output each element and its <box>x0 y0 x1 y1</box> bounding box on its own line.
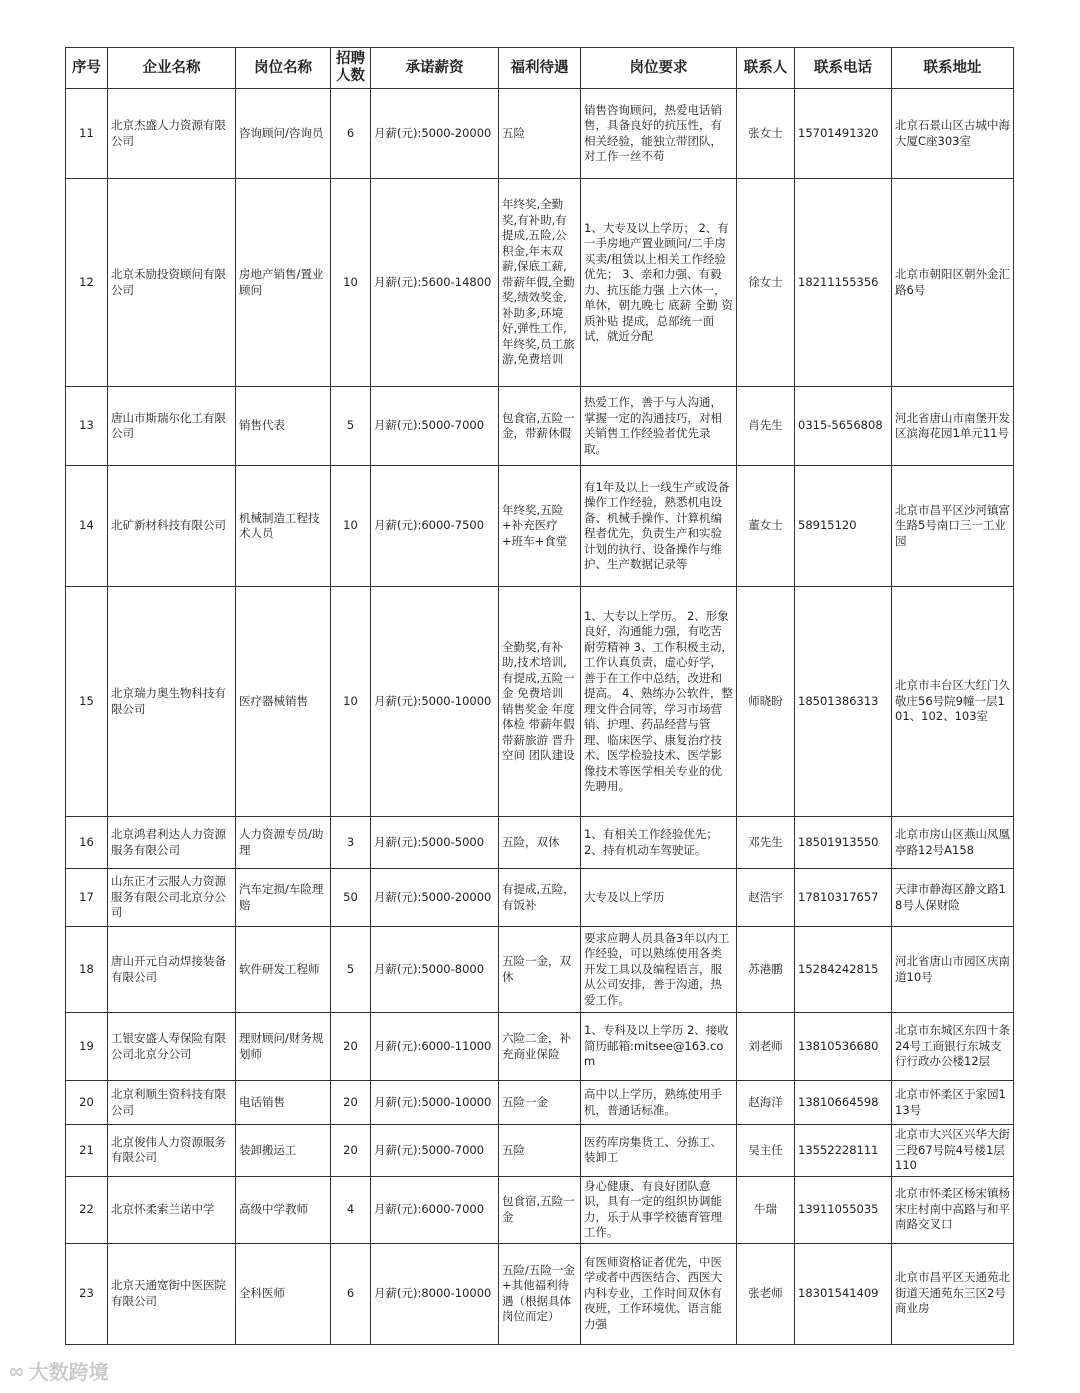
header-salary: 承诺薪资 <box>371 48 499 89</box>
cell-contact: 苏港鹏 <box>737 927 795 1013</box>
cell-position: 汽车定损/车险理赔 <box>236 869 331 927</box>
cell-welfare: 包食宿,五险一金 <box>499 1176 581 1243</box>
table-header-row <box>66 48 1014 89</box>
cell-requirements: 1、专科及以上学历 2、接收简历邮箱:mitsee@163.com <box>581 1013 737 1081</box>
cell-position: 房地产销售/置业顾问 <box>236 179 331 387</box>
cell-address: 北京市怀柔区杨宋镇杨宋庄村南中高路与和平南路交叉口 <box>892 1176 1014 1243</box>
cell-count: 5 <box>331 387 371 466</box>
cell-requirements: 医药库房集货工、分拣工、装卸工 <box>581 1125 737 1177</box>
cell-contact: 张老师 <box>737 1243 795 1344</box>
cell-count: 6 <box>331 1243 371 1344</box>
cell-address: 北京市东城区东四十条24号工商银行东城支行行政办公楼12层 <box>892 1013 1014 1081</box>
cell-requirements: 有医师资格证者优先，中医学或者中西医结合、西医大内科专业，工作时间双休有夜班，工作环境优、语言能力强 <box>581 1243 737 1344</box>
cell-company: 北京俊伟人力资源服务有限公司 <box>108 1125 236 1177</box>
cell-address: 北京市大兴区兴华大街三段67号院4号楼1层110 <box>892 1125 1014 1177</box>
cell-welfare: 五险，双休 <box>499 817 581 869</box>
cell-no: 11 <box>66 89 108 179</box>
header-count: 招聘人数 <box>331 48 371 89</box>
cell-no: 18 <box>66 927 108 1013</box>
cell-position: 软件研发工程师 <box>236 927 331 1013</box>
cell-phone: 18211155356 <box>795 179 892 387</box>
cell-welfare: 年终奖,五险+补充医疗+班车+食堂 <box>499 466 581 587</box>
cell-address: 河北省唐山市南堡开发区滨海花园1单元11号 <box>892 387 1014 466</box>
table-row <box>66 179 1014 387</box>
cell-salary: 月薪(元):6000-11000 <box>371 1013 499 1081</box>
cell-welfare: 五险一金，双休 <box>499 927 581 1013</box>
cell-address: 北京市丰台区大红门久敬庄56号院9幢一层101、102、103室 <box>892 587 1014 817</box>
cell-requirements: 大专及以上学历 <box>581 869 737 927</box>
table-row <box>66 817 1014 869</box>
cell-position: 电话销售 <box>236 1081 331 1125</box>
cell-position: 装卸搬运工 <box>236 1125 331 1177</box>
cell-count: 10 <box>331 179 371 387</box>
cell-company: 山东正才云服人力资源服务有限公司北京分公司 <box>108 869 236 927</box>
cell-company: 北京瑞力奥生物科技有限公司 <box>108 587 236 817</box>
cell-salary: 月薪(元):5000-8000 <box>371 927 499 1013</box>
table-row <box>66 1176 1014 1243</box>
cell-contact: 肖先生 <box>737 387 795 466</box>
cell-no: 14 <box>66 466 108 587</box>
cell-phone: 18501913550 <box>795 817 892 869</box>
cell-count: 10 <box>331 587 371 817</box>
table-row <box>66 587 1014 817</box>
cell-count: 20 <box>331 1013 371 1081</box>
cell-contact: 赵海洋 <box>737 1081 795 1125</box>
cell-address: 北京市昌平区天通苑北街道天通苑东三区2号商业房 <box>892 1243 1014 1344</box>
cell-contact: 刘老师 <box>737 1013 795 1081</box>
cell-count: 20 <box>331 1081 371 1125</box>
cell-position: 医疗器械销售 <box>236 587 331 817</box>
cell-position: 人力资源专员/助理 <box>236 817 331 869</box>
table-row <box>66 869 1014 927</box>
infinity-logo-icon: ∞ <box>8 1358 23 1383</box>
cell-address: 河北省唐山市园区庆南道10号 <box>892 927 1014 1013</box>
cell-requirements: 销售咨询顾问，热爱电话销售，具备良好的抗压性，有相关经验，能独立带团队，对工作一丝不苟 <box>581 89 737 179</box>
cell-no: 16 <box>66 817 108 869</box>
cell-no: 15 <box>66 587 108 817</box>
cell-salary: 月薪(元):5000-7000 <box>371 387 499 466</box>
cell-no: 21 <box>66 1125 108 1177</box>
cell-count: 6 <box>331 89 371 179</box>
cell-no: 23 <box>66 1243 108 1344</box>
cell-phone: 17810317657 <box>795 869 892 927</box>
table-row <box>66 1125 1014 1177</box>
cell-company: 北矿新材科技有限公司 <box>108 466 236 587</box>
cell-phone: 0315-5656808 <box>795 387 892 466</box>
cell-requirements: 1、大专及以上学历； 2、有一手房地产置业顾问/二手房买卖/租赁以上相关工作经验优先； 3、亲和力强、有毅力、抗压能力强 上六休一，单休，朝九晚七 底薪 全勤 资质补贴 提成，总部统一面试，就近分配 <box>581 179 737 387</box>
cell-count: 10 <box>331 466 371 587</box>
header-phone: 联系电话 <box>795 48 892 89</box>
header-position: 岗位名称 <box>236 48 331 89</box>
watermark-text: 大数跨境 <box>28 1360 109 1384</box>
cell-position: 高级中学教师 <box>236 1176 331 1243</box>
cell-position: 销售代表 <box>236 387 331 466</box>
cell-welfare: 全勤奖,有补助,技术培训,有提成,五险一金 免费培训 销售奖金 年度体检 带薪年假 带薪旅游 晋升空间 团队建设 <box>499 587 581 817</box>
cell-contact: 牛瑞 <box>737 1176 795 1243</box>
cell-salary: 月薪(元):5000-20000 <box>371 89 499 179</box>
header-no: 序号 <box>66 48 108 89</box>
cell-phone: 58915120 <box>795 466 892 587</box>
cell-contact: 张女士 <box>737 89 795 179</box>
cell-contact: 吴主任 <box>737 1125 795 1177</box>
cell-welfare: 五险一金 <box>499 1081 581 1125</box>
cell-address: 北京石景山区古城中海大厦C座303室 <box>892 89 1014 179</box>
cell-company: 北京天通宽街中医医院有限公司 <box>108 1243 236 1344</box>
cell-salary: 月薪(元):5600-14800 <box>371 179 499 387</box>
header-address: 联系地址 <box>892 48 1014 89</box>
cell-salary: 月薪(元):8000-10000 <box>371 1243 499 1344</box>
cell-phone: 15284242815 <box>795 927 892 1013</box>
job-listing-table <box>65 47 1014 1345</box>
cell-salary: 月薪(元):5000-10000 <box>371 1081 499 1125</box>
cell-no: 19 <box>66 1013 108 1081</box>
cell-phone: 18501386313 <box>795 587 892 817</box>
cell-requirements: 热爱工作，善于与人沟通，掌握一定的沟通技巧，对相关销售工作经验者优先录取。 <box>581 387 737 466</box>
cell-contact: 董女士 <box>737 466 795 587</box>
cell-welfare: 五险 <box>499 1125 581 1177</box>
cell-requirements: 高中以上学历，熟练使用手机，普通话标准。 <box>581 1081 737 1125</box>
cell-requirements: 1、大专以上学历。 2、形象良好，沟通能力强，有吃苦耐劳精神 3、工作积极主动，工作认真负责，虚心好学，善于在工作中总结，改进和提高。 4、熟练办公软件，整理文件合同等，学习市场营销、护理、药品经营与管理、临床医学、康复治疗技术、医学检验技术、医学影像技术等医学相关专业的优先聘用。 <box>581 587 737 817</box>
cell-count: 5 <box>331 927 371 1013</box>
cell-contact: 徐女士 <box>737 179 795 387</box>
cell-no: 13 <box>66 387 108 466</box>
cell-address: 北京市怀柔区于家园113号 <box>892 1081 1014 1125</box>
cell-position: 理财顾问/财务规划师 <box>236 1013 331 1081</box>
cell-welfare: 有提成,五险，有饭补 <box>499 869 581 927</box>
cell-requirements: 有1年及以上一线生产或设备操作工作经验，熟悉机电设备、机械手操作、计算机编程者优先，负责生产和实验计划的执行、设备操作与维护、生产数据记录等 <box>581 466 737 587</box>
cell-no: 12 <box>66 179 108 387</box>
table-row <box>66 1013 1014 1081</box>
cell-count: 3 <box>331 817 371 869</box>
cell-position: 全科医师 <box>236 1243 331 1344</box>
cell-company: 唐山市斯瑞尔化工有限公司 <box>108 387 236 466</box>
cell-company: 北京利顺生资科技有限公司 <box>108 1081 236 1125</box>
cell-salary: 月薪(元):5000-5000 <box>371 817 499 869</box>
cell-requirements: 身心健康、有良好团队意识，具有一定的组织协调能力，乐于从事学校德育管理工作。 <box>581 1176 737 1243</box>
watermark <box>8 1356 109 1385</box>
cell-position: 咨询顾问/咨询员 <box>236 89 331 179</box>
header-company: 企业名称 <box>108 48 236 89</box>
cell-welfare: 六险二金，补充商业保险 <box>499 1013 581 1081</box>
cell-welfare: 五险/五险一金+其他福利待遇（根据具体岗位而定） <box>499 1243 581 1344</box>
cell-company: 工银安盛人寿保险有限公司北京分公司 <box>108 1013 236 1081</box>
cell-salary: 月薪(元):5000-10000 <box>371 587 499 817</box>
table-row <box>66 466 1014 587</box>
cell-contact: 邓先生 <box>737 817 795 869</box>
cell-salary: 月薪(元):5000-20000 <box>371 869 499 927</box>
cell-address: 北京市房山区燕山凤凰亭路12号A158 <box>892 817 1014 869</box>
cell-requirements: 1、有相关工作经验优先； 2、持有机动车驾驶证。 <box>581 817 737 869</box>
cell-company: 唐山开元自动焊接装备有限公司 <box>108 927 236 1013</box>
cell-phone: 15701491320 <box>795 89 892 179</box>
cell-count: 20 <box>331 1125 371 1177</box>
table-row <box>66 1243 1014 1344</box>
cell-company: 北京禾励投资顾问有限公司 <box>108 179 236 387</box>
cell-phone: 13810536680 <box>795 1013 892 1081</box>
cell-phone: 13552228111 <box>795 1125 892 1177</box>
cell-company: 北京杰盛人力资源有限公司 <box>108 89 236 179</box>
cell-phone: 18301541409 <box>795 1243 892 1344</box>
table-row <box>66 89 1014 179</box>
cell-phone: 13810664598 <box>795 1081 892 1125</box>
cell-contact: 师晓盼 <box>737 587 795 817</box>
table-body <box>66 89 1014 1345</box>
table-row <box>66 1081 1014 1125</box>
cell-address: 北京市昌平区沙河镇富生路5号南口三一工业园 <box>892 466 1014 587</box>
cell-no: 17 <box>66 869 108 927</box>
cell-salary: 月薪(元):5000-7000 <box>371 1125 499 1177</box>
table-row <box>66 387 1014 466</box>
cell-address: 北京市朝阳区朝外金汇路6号 <box>892 179 1014 387</box>
cell-welfare: 五险 <box>499 89 581 179</box>
header-contact: 联系人 <box>737 48 795 89</box>
header-requirements: 岗位要求 <box>581 48 737 89</box>
cell-no: 22 <box>66 1176 108 1243</box>
cell-phone: 13911055035 <box>795 1176 892 1243</box>
cell-welfare: 年终奖,全勤奖,有补助,有提成,五险,公积金,年末双薪,保底工薪,带薪年假,全勤奖,绩效奖金,补助多,环境好,弹性工作,年终奖,员工旅游,免费培训 <box>499 179 581 387</box>
cell-count: 50 <box>331 869 371 927</box>
cell-welfare: 包食宿,五险一金，带薪休假 <box>499 387 581 466</box>
cell-requirements: 要求应聘人员具备3年以内工作经验，可以熟练使用各类开发工具以及编程语言，服从公司安排，善于沟通，热爱工作。 <box>581 927 737 1013</box>
cell-no: 20 <box>66 1081 108 1125</box>
cell-salary: 月薪(元):6000-7000 <box>371 1176 499 1243</box>
cell-position: 机械制造工程技术人员 <box>236 466 331 587</box>
cell-salary: 月薪(元):6000-7500 <box>371 466 499 587</box>
cell-address: 天津市静海区静文路18号人保财险 <box>892 869 1014 927</box>
cell-company: 北京怀柔索兰诺中学 <box>108 1176 236 1243</box>
header-welfare: 福利待遇 <box>499 48 581 89</box>
cell-company: 北京鸿君利达人力资源服务有限公司 <box>108 817 236 869</box>
table-row <box>66 927 1014 1013</box>
cell-contact: 赵浩宇 <box>737 869 795 927</box>
cell-count: 4 <box>331 1176 371 1243</box>
